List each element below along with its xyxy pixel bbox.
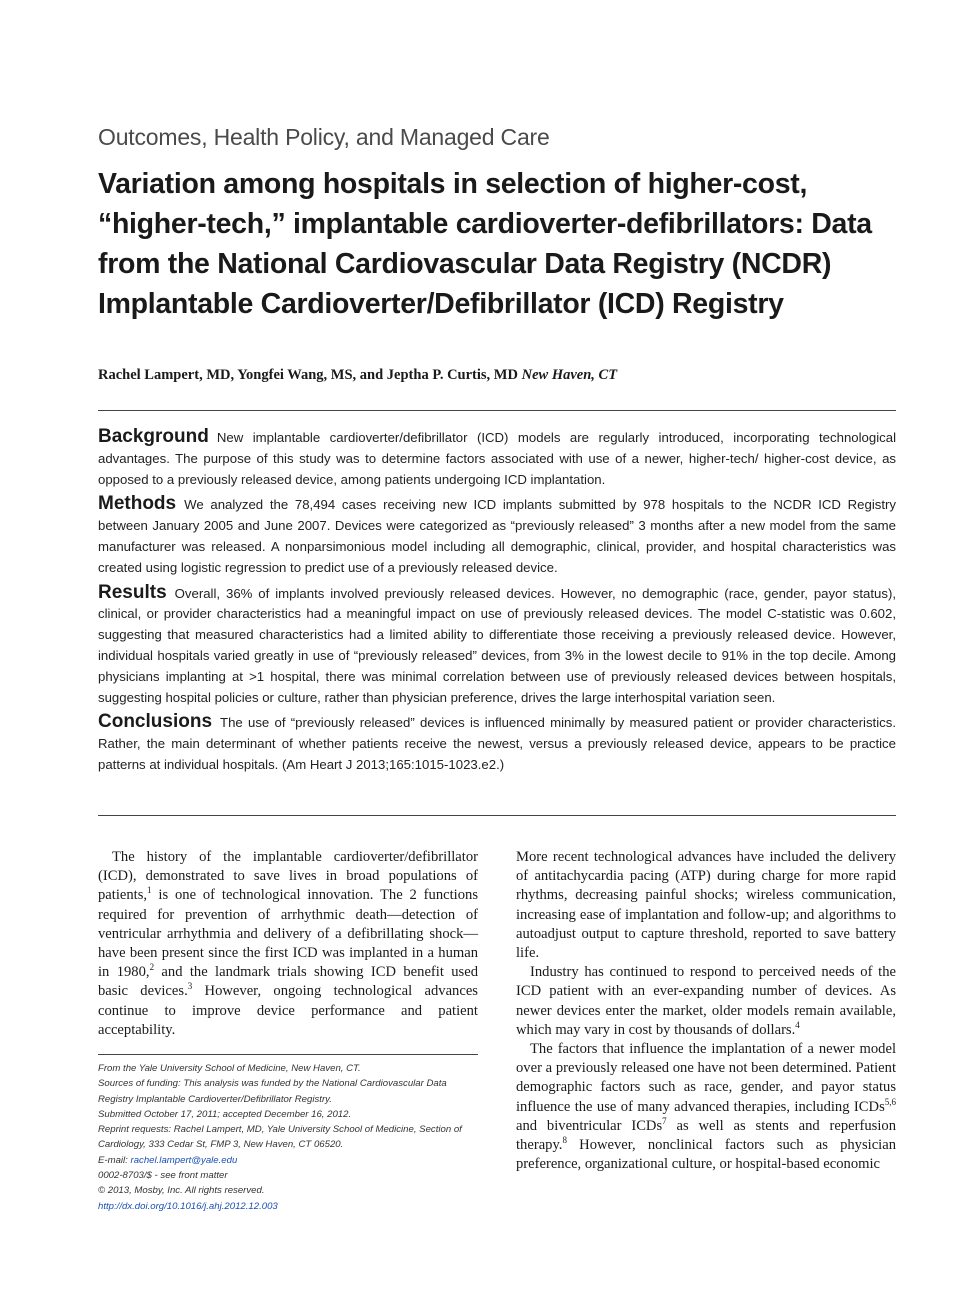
abstract-conclusions bbox=[98, 712, 896, 775]
right-paragraph-2 bbox=[516, 963, 896, 1040]
abstract bbox=[98, 427, 896, 780]
email-label: E-mail: bbox=[98, 1154, 131, 1166]
text-run: However, nonclinical factors such as physician preference, organizational culture, or hospital-based economic bbox=[516, 1137, 896, 1173]
abstract-bottom-rule bbox=[98, 815, 896, 816]
footnote-dates: Submitted October 17, 2011; accepted December 16, 2012. bbox=[98, 1108, 352, 1120]
footnote-affiliation: From the Yale University School of Medicine, New Haven, CT. bbox=[98, 1063, 361, 1074]
journal-section-label: Outcomes, Health Policy, and Managed Care bbox=[98, 124, 550, 150]
text-run: as well as stents and reperfusion therapy. bbox=[516, 1117, 896, 1154]
text-run: and biventricular ICDs bbox=[516, 1117, 663, 1134]
footnote-reprints: Reprint requests: Rachel Lampert, MD, Yale University School of Medicine, Section of Cardiology, 333 Cedar St, FMP 3, New Haven, CT 06520. bbox=[98, 1124, 462, 1151]
text-run: Industry has continued to respond to perceived needs of the ICD patient with an ever-expanding number of devices. As newer devices enter the market, older models remain available, which may vary in cost by thousands of dollars. bbox=[516, 964, 896, 1038]
methods-heading: Methods bbox=[98, 493, 177, 515]
body-left-column bbox=[98, 848, 478, 1040]
text-run: The history of the implantable cardioverter/defibrillator (ICD), demonstrated to save lives in broad populations of patients, bbox=[98, 849, 478, 904]
text-run: and the landmark trials showing ICD benefit used basic devices. bbox=[98, 964, 478, 1000]
results-text: Overall, 36% of implants involved previously released devices. However, no demographic (race, gender, payor status), clinical, or provider characteristics had a meaningful impact on use of previously released devices. The model C-statistic was 0.602, suggesting that measured characteristics had a limited ability to differentiate those receiving a previously released device. However, individual hospitals varied greatly in use of “previously released” devices, from 3% in the lowest decile to 91% in the top decile. Among physicians implanting at >1 hospital, there was minimal correlation between use of previously released devices between hospitals, suggesting hospital policies or culture, rather than physician preference, drives the large interhospital variation seen. bbox=[98, 585, 896, 705]
text-run: is one of technological innovation. The 2 functions required for prevention of arrhythmic death—detection of ventricular arrhythmia and delivery of a defibrillating shock—have been present since the first ICD was implanted in a human in 1980, bbox=[98, 887, 478, 981]
abstract-background bbox=[98, 427, 896, 490]
text-run: However, ongoing technological advances continue to improve device performance and patient acceptability. bbox=[98, 983, 478, 1038]
background-heading: Background bbox=[98, 426, 209, 447]
footnote-email bbox=[98, 1153, 478, 1168]
citation-ref[interactable]: 4 bbox=[795, 1019, 800, 1030]
footnote-rule bbox=[98, 1054, 478, 1055]
footnote-copyright: © 2013, Mosby, Inc. All rights reserved. bbox=[98, 1185, 265, 1197]
results-heading: Results bbox=[98, 581, 167, 603]
text-run: The factors that influence the implantation of a newer model over a previously released one have not been determined. Patient demographic factors such as race, gender, and payor status influence the use of many advanced therapies, including ICDs bbox=[516, 1041, 896, 1115]
abstract-results bbox=[98, 583, 896, 709]
citation-ref[interactable]: 2 bbox=[149, 962, 155, 973]
background-text: New implantable cardioverter/defibrillator (ICD) models are regularly introduced, incorporating technological advantages. The purpose of this study was to determine factors associated with use of a newer, higher-tech/ higher-cost device, as opposed to a previously released device, among patients undergoing ICD implantation. bbox=[98, 430, 896, 487]
footnotes bbox=[98, 1061, 478, 1214]
citation-ref[interactable]: 5,6 bbox=[884, 1096, 896, 1107]
author-line bbox=[98, 367, 617, 384]
left-paragraph-1 bbox=[98, 848, 478, 1040]
abstract-methods bbox=[98, 494, 896, 578]
right-paragraph-3 bbox=[516, 1040, 896, 1174]
citation-ref[interactable]: 7 bbox=[662, 1115, 667, 1126]
conclusions-text: The use of “previously released” devices is influenced minimally by measured patient or provider characteristics. Rather, the main determinant of whether patients receive the newest, versus a previously released device, appears to be practice patterns at individual hospitals. (Am Heart J 2013;165:1015-1023.e2.) bbox=[98, 715, 896, 772]
article-title: Variation among hospitals in selection of higher-cost, “higher-tech,” implantable cardioverter-defibrillators: Data from the National Cardiovascular Data Registry (NCDR) Implantable Cardioverter/Defibrillator (ICD) Registry bbox=[98, 168, 872, 320]
citation-ref[interactable]: 8 bbox=[562, 1135, 567, 1146]
doi-link[interactable]: http://dx.doi.org/10.1016/j.ahj.2012.12.003 bbox=[98, 1200, 278, 1212]
methods-text: We analyzed the 78,494 cases receiving new ICD implants submitted by 978 hospitals to the NCDR ICD Registry between January 2005 and June 2007. Devices were categorized as “previously released” 3 months after a new model from the same manufacturer was released. A nonparsimonious model including all demographic, clinical, provider, and hospital characteristics was created using logistic regression to predict use of a previously released device. bbox=[98, 497, 896, 575]
conclusions-heading: Conclusions bbox=[98, 711, 213, 733]
body-right-column bbox=[516, 848, 896, 1174]
citation-ref[interactable]: 1 bbox=[147, 885, 152, 896]
author-location: New Haven, CT bbox=[521, 367, 618, 383]
abstract-top-rule bbox=[98, 410, 896, 411]
footnote-funding: Sources of funding: This analysis was funded by the National Cardiovascular Data Registry Implantable Cardioverter/Defibrillator Registry. bbox=[98, 1078, 447, 1105]
right-paragraph-1: More recent technological advances have included the delivery of antitachycardia pacing (ATP) during charge for more rapid rhythms, decreasing painful shocks; wireless communication, increasing ease of implantation and follow-up; and algorithms to autoadjust output to capture threshold, reported to save battery life. bbox=[516, 849, 896, 962]
footnote-issn: 0002-8703/$ - see front matter bbox=[98, 1170, 228, 1182]
citation-ref[interactable]: 3 bbox=[187, 981, 193, 992]
author-names: Rachel Lampert, MD, Yongfei Wang, MS, and Jeptha P. Curtis, MD bbox=[98, 367, 518, 383]
email-link[interactable]: rachel.lampert@yale.edu bbox=[130, 1154, 238, 1166]
